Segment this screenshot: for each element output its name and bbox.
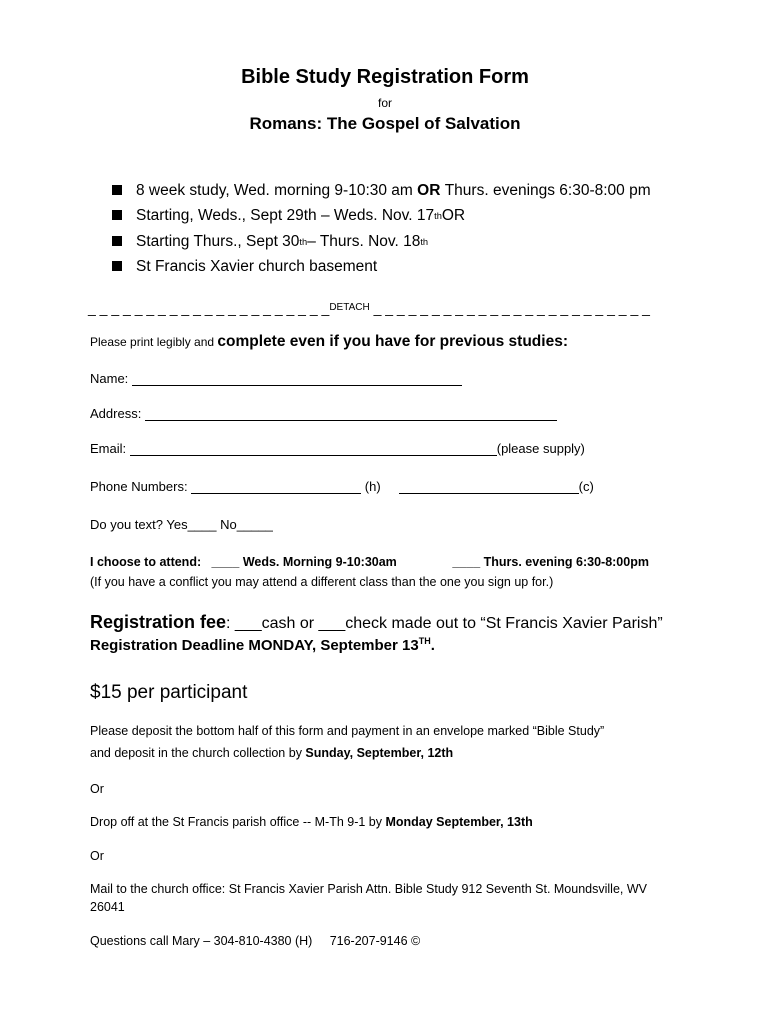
registration-deadline: Registration Deadline MONDAY, September 13TH. [90,636,435,654]
name-field[interactable]: Name: [90,371,462,386]
cell-phone-input-line[interactable] [399,479,579,494]
email-field[interactable]: Email: (please supply) [90,441,585,456]
list-item: Starting Thurs., Sept 30 th – Thurs. Nov. 18 th [112,229,651,255]
list-item: Starting, Weds., Sept 29th – Weds. Nov. 17 th OR [112,204,651,230]
form-title: Bible Study Registration Form [241,66,529,88]
list-item: 8 week study, Wed. morning 9-10:30 am OR Thurs. evenings 6:30-8:00 pm [112,178,651,204]
mail-instruction-line2: 26041 [90,900,125,914]
email-input-line[interactable] [130,441,497,456]
text-question[interactable]: Do you text? Yes____ No_____ [90,517,273,532]
attend-choice[interactable]: I choose to attend: ____ Weds. Morning 9-10:30am ____ Thurs. evening 6:30-8:00pm [90,555,649,569]
study-details-list [112,178,651,280]
questions-contact: Questions call Mary – 304-810-4380 (H) 716-207-9146 © [90,934,421,948]
square-bullet-icon [112,236,122,246]
address-field[interactable]: Address: [90,406,557,421]
or-text-2: Or [90,849,104,863]
home-phone-input-line[interactable] [191,479,361,494]
mail-instruction-line1: Mail to the church office: St Francis Xavier Parish Attn. Bible Study 912 Seventh St. Moundsville, WV [90,882,647,896]
square-bullet-icon [112,210,122,220]
deposit-instruction-2: and deposit in the church collection by Sunday, September, 12th [90,746,454,760]
phone-field[interactable]: Phone Numbers: (h) (c) [90,479,594,494]
price: $15 per participant [90,682,248,703]
or-text-1: Or [90,782,104,796]
address-input-line[interactable] [145,406,557,421]
deposit-instruction-1: Please deposit the bottom half of this form and payment in an envelope marked “Bible Study” [90,724,605,738]
form-subtitle: Romans: The Gospel of Salvation [249,114,521,133]
registration-fee: Registration fee: ___cash or ___check made out to “St Francis Xavier Parish” [90,612,663,632]
detach-line: _ _ _ _ _ _ _ _ _ _ _ _ _ _ _ _ _ _ _ _ _$^{DETACH}$ _ _ _ _ _ _ _ _ _ _ _ _ _ _ _ _ _ _ _ _ _ _ _ _ [88,300,650,316]
square-bullet-icon [112,261,122,271]
name-input-line[interactable] [132,371,462,386]
for-text: for [377,96,392,110]
dropoff-instruction: Drop off at the St Francis parish office -- M-Th 9-1 by Monday September, 13th [90,815,533,829]
instructions-intro: Please print legibly and complete even if you have for previous studies: [90,333,568,350]
square-bullet-icon [112,185,122,195]
list-item: St Francis Xavier church basement [112,255,651,281]
conflict-note: (If you have a conflict you may attend a different class than the one you sign up for.) [90,575,554,589]
